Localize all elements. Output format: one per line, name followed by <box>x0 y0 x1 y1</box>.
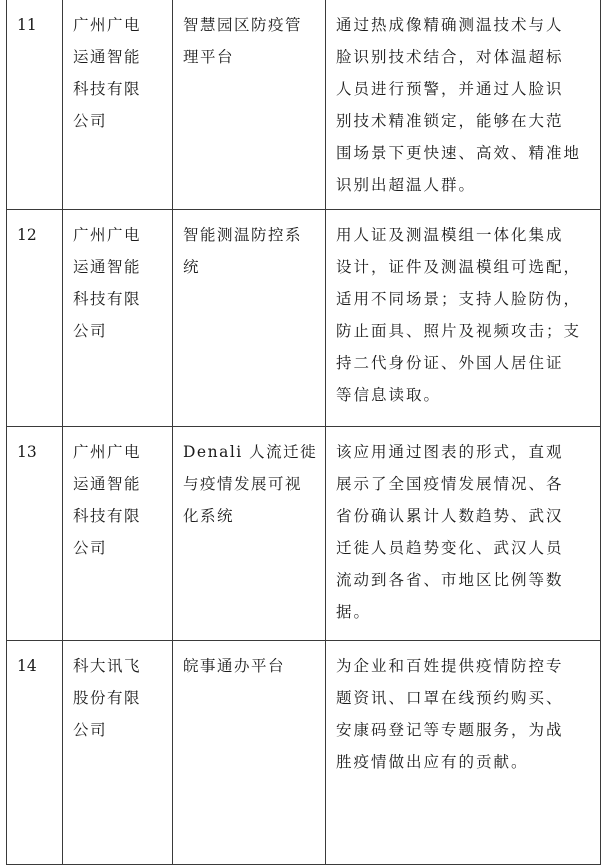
description-line: 别技术精准锁定，能够在大范 <box>336 112 564 130</box>
product-line: 化系统 <box>183 507 235 525</box>
description-cell <box>326 641 601 865</box>
product-line: 智能测温防控系 <box>183 226 303 244</box>
description-line: 题资讯、口罩在线预约购买、 <box>336 689 564 707</box>
company-line: 公司 <box>73 721 108 739</box>
company-line: 公司 <box>73 539 108 557</box>
company-cell <box>63 641 173 865</box>
company-line: 广州广电 <box>73 226 142 244</box>
description-line: 省份确认累计人数趋势、武汉 <box>336 507 564 525</box>
company-line: 科技有限 <box>73 80 142 98</box>
company-line: 广州广电 <box>73 16 142 34</box>
table-row <box>7 427 601 641</box>
description-line: 围场景下更快速、高效、精准地 <box>336 144 582 162</box>
company-line: 公司 <box>73 112 108 130</box>
product-table <box>6 0 601 865</box>
description-line: 等信息读取。 <box>336 386 442 404</box>
company-line: 公司 <box>73 322 108 340</box>
company-cell <box>63 427 173 641</box>
table-row <box>7 641 601 865</box>
company-line: 科大讯飞 <box>73 657 142 675</box>
company-line: 科技有限 <box>73 290 142 308</box>
description-line: 胜疫情做出应有的贡献。 <box>336 753 529 771</box>
product-line: Denali 人流迁徙 <box>183 443 318 461</box>
table-row <box>7 0 601 210</box>
company-line: 科技有限 <box>73 507 142 525</box>
product-line: 皖事通办平台 <box>183 657 286 675</box>
table-row <box>7 210 601 427</box>
description-line: 安康码登记等专题服务，为战 <box>336 721 564 739</box>
description-line: 持二代身份证、外国人居住证 <box>336 354 564 372</box>
product-line: 理平台 <box>183 48 235 66</box>
company-line: 运通智能 <box>73 258 142 276</box>
description-cell <box>326 427 601 641</box>
row-number: 12 <box>7 210 63 427</box>
description-line: 该应用通过图表的形式，直观 <box>336 443 564 461</box>
product-line: 统 <box>183 258 201 276</box>
company-line: 广州广电 <box>73 443 142 461</box>
description-line: 脸识别技术结合，对体温超标 <box>336 48 564 66</box>
description-line: 流动到各省、市地区比例等数 <box>336 571 564 589</box>
product-line: 与疫情发展可视 <box>183 475 303 493</box>
company-line: 运通智能 <box>73 475 142 493</box>
description-line: 迁徙人员趋势变化、武汉人员 <box>336 539 564 557</box>
product-cell <box>173 210 326 427</box>
product-cell <box>173 641 326 865</box>
product-cell <box>173 427 326 641</box>
description-line: 用人证及测温模组一体化集成 <box>336 226 564 244</box>
description-cell <box>326 0 601 210</box>
description-line: 适用不同场景；支持人脸防伪， <box>336 290 582 308</box>
description-cell <box>326 210 601 427</box>
description-line: 防止面具、照片及视频攻击；支 <box>336 322 582 340</box>
row-number: 14 <box>7 641 63 865</box>
company-cell <box>63 0 173 210</box>
description-line: 据。 <box>336 603 372 621</box>
description-line: 展示了全国疫情发展情况、各 <box>336 475 564 493</box>
product-line: 智慧园区防疫管 <box>183 16 303 34</box>
row-number: 13 <box>7 427 63 641</box>
company-cell <box>63 210 173 427</box>
row-number: 11 <box>7 0 63 210</box>
description-line: 为企业和百姓提供疫情防控专 <box>336 657 564 675</box>
description-line: 设计，证件及测温模组可选配， <box>336 258 582 276</box>
description-line: 识别出超温人群。 <box>336 176 477 194</box>
company-line: 运通智能 <box>73 48 142 66</box>
product-cell <box>173 0 326 210</box>
description-line: 人员进行预警，并通过人脸识 <box>336 80 564 98</box>
description-line: 通过热成像精确测温技术与人 <box>336 16 564 34</box>
company-line: 股份有限 <box>73 689 142 707</box>
